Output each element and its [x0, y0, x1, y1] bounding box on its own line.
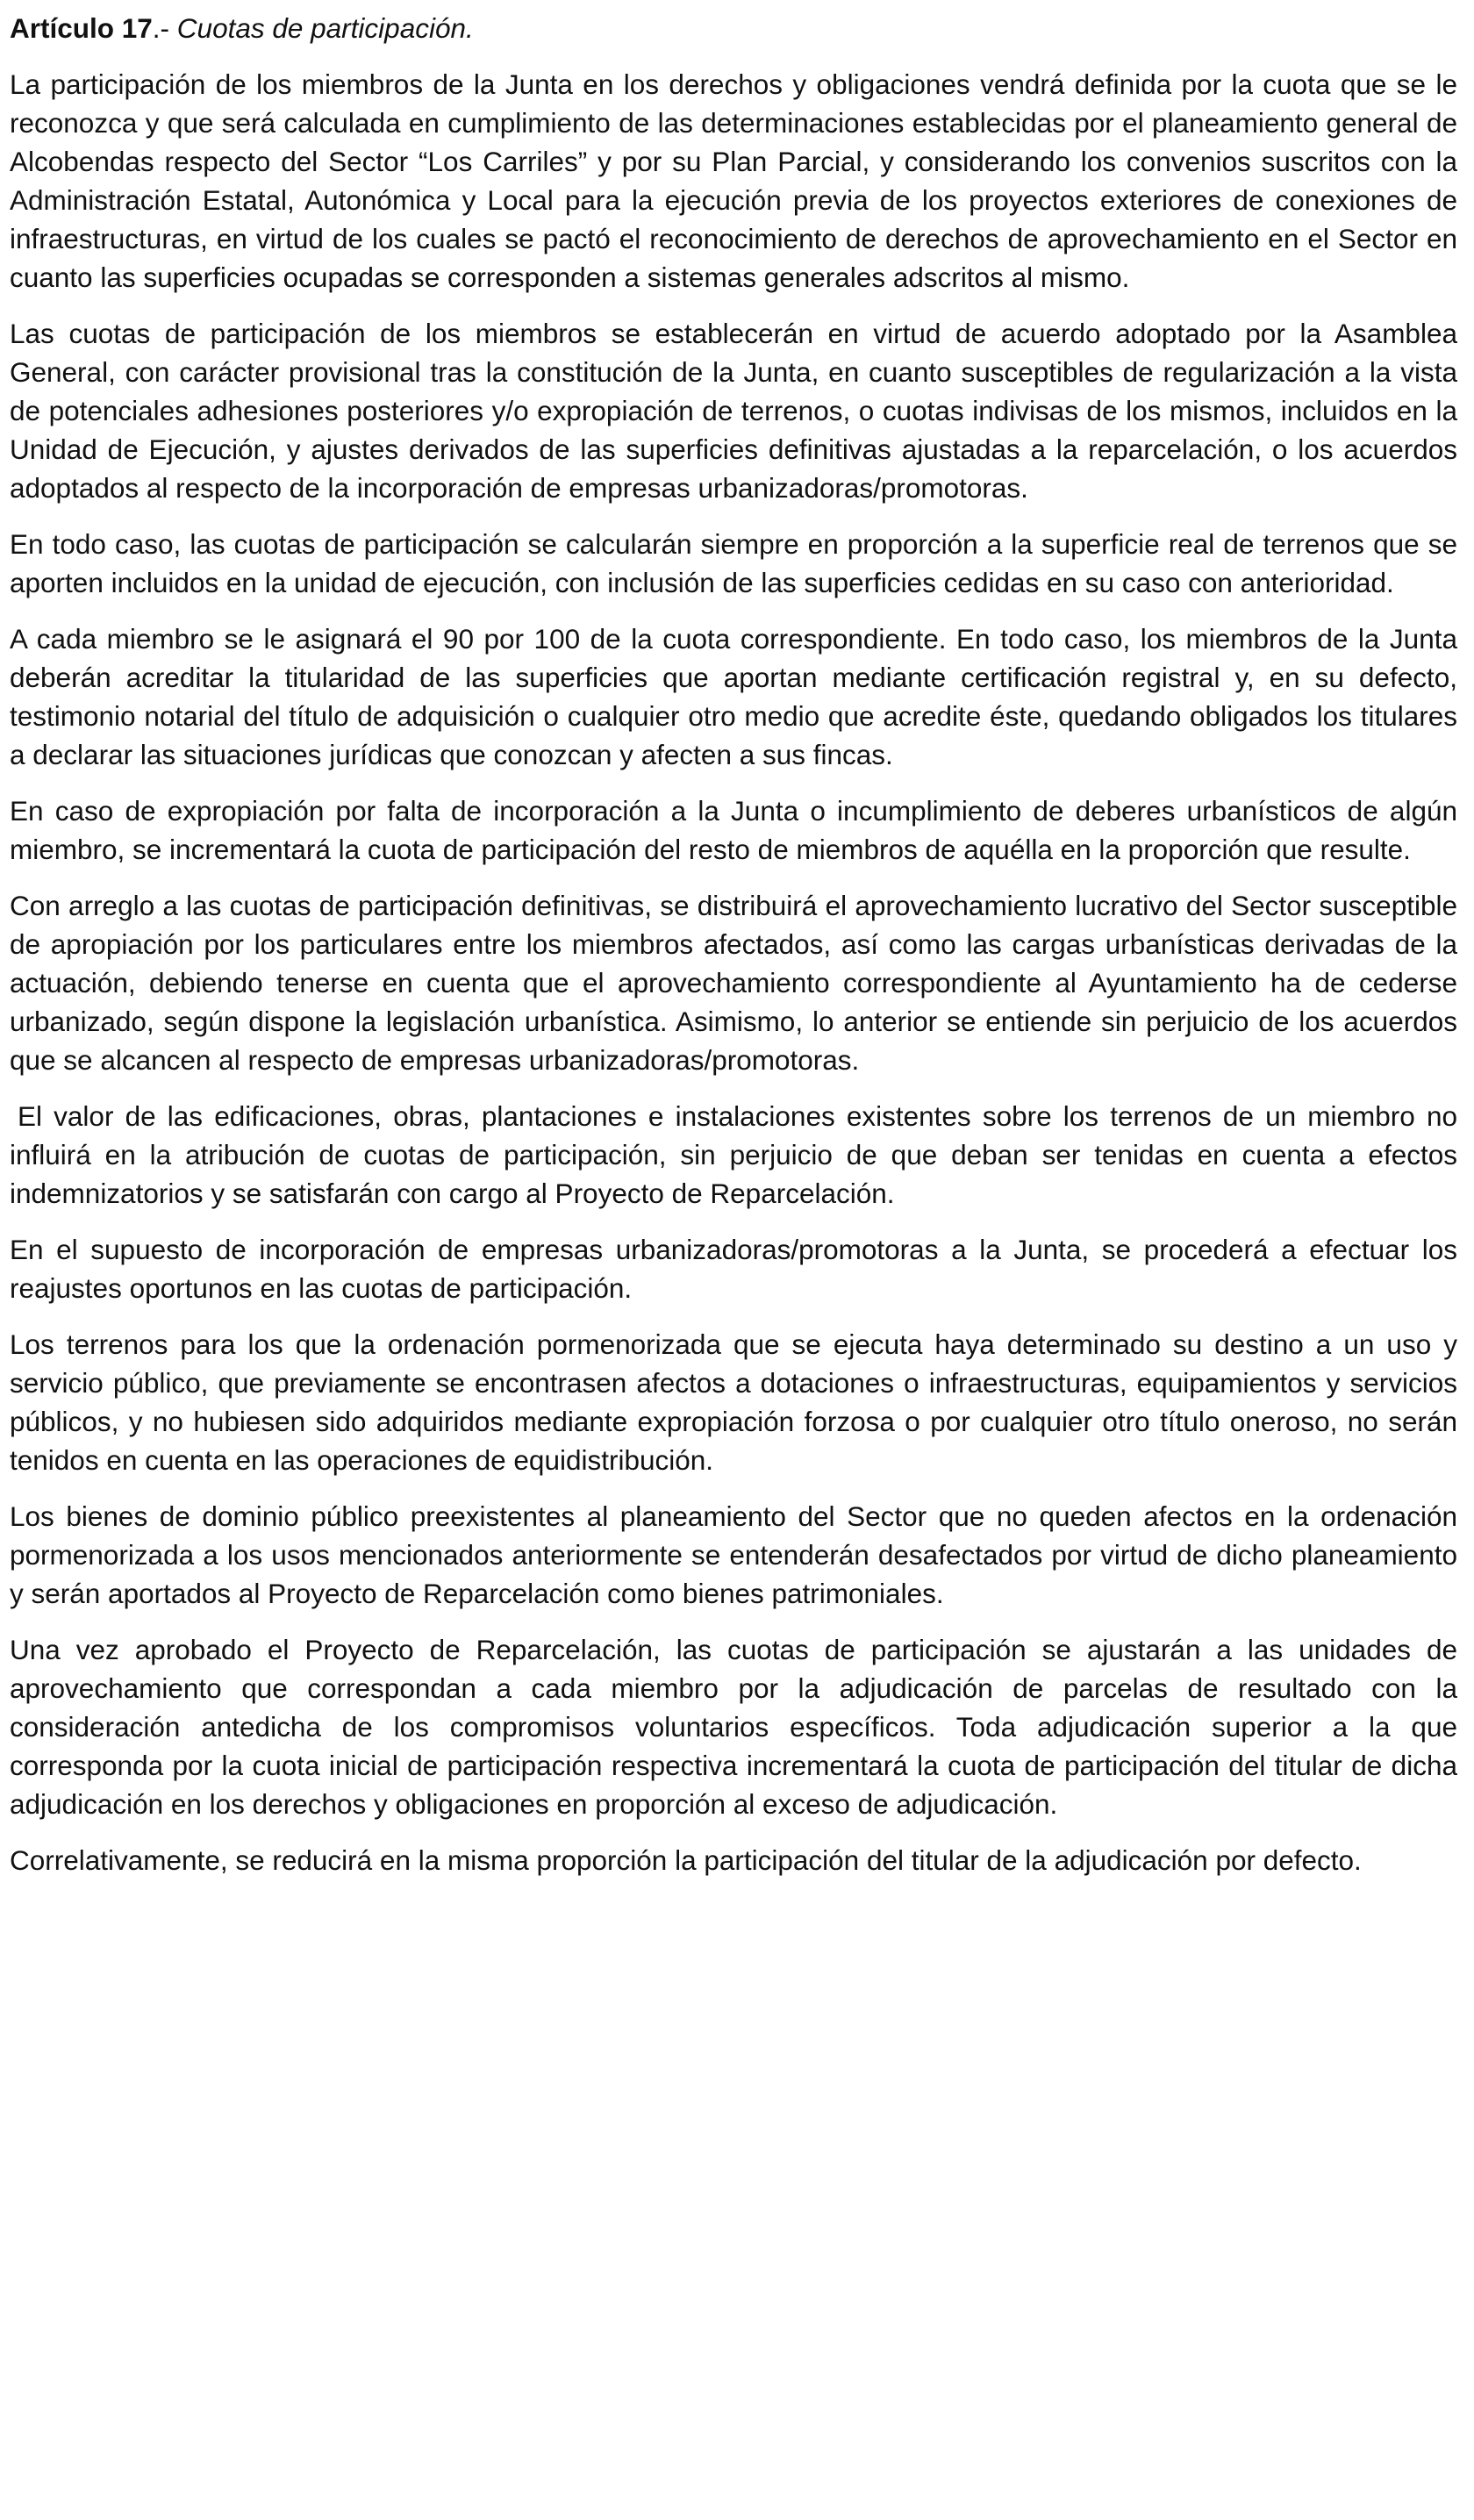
article-heading: [10, 9, 1457, 47]
paragraph-3: En todo caso, las cuotas de participación se calcularán siempre en proporción a la superficie real de terrenos que se aporten incluidos en la unidad de ejecución, con inclusión de las superficies cedidas en su caso con anterioridad.: [10, 528, 1457, 598]
paragraph-12: Correlativamente, se reducirá en la misma proporción la participación del titular de la adjudicación por defecto.: [10, 1844, 1362, 1876]
paragraph-8: En el supuesto de incorporación de empresas urbanizadoras/promotoras a la Junta, se procederá a efectuar los reajustes oportunos en las cuotas de participación.: [10, 1234, 1457, 1304]
paragraph-5: En caso de expropiación por falta de incorporación a la Junta o incumplimiento de deberes urbanísticos de algún miembro, se incrementará la cuota de participación del resto de miembros de aquélla en la proporción que resulte.: [10, 795, 1457, 865]
paragraph-10: Los bienes de dominio público preexistentes al planeamiento del Sector que no queden afectos en la ordenación pormenorizada a los usos mencionados anteriormente se entenderán desafectados por virtud de dicho planeamiento y serán aportados al Proyecto de Reparcelación como bienes patrimoniales.: [10, 1500, 1457, 1609]
paragraph-11: Una vez aprobado el Proyecto de Reparcelación, las cuotas de participación se ajustarán a las unidades de aprovechamiento que correspondan a cada miembro por la adjudicación de parcelas de resultado con la consideración antedicha de los compromisos voluntarios específicos. Toda adjudicación superior a la que corresponda por la cuota inicial de participación respectiva incrementará la cuota de participación del titular de dicha adjudicación en los derechos y obligaciones en proporción al exceso de adjudicación.: [10, 1634, 1457, 1820]
article-label: Artículo 17: [10, 12, 153, 44]
paragraph-2: Las cuotas de participación de los miembros se establecerán en virtud de acuerdo adoptado por la Asamblea General, con carácter provisional tras la constitución de la Junta, en cuanto susceptibles de regularización a la vista de potenciales adhesiones posteriores y/o expropiación de terrenos, o cuotas indivisas de los mismos, incluidos en la Unidad de Ejecución, y ajustes derivados de las superficies definitivas ajustadas a la reparcelación, o los acuerdos adoptados al respecto de la incorporación de empresas urbanizadoras/promotoras.: [10, 318, 1457, 504]
paragraph-6: Con arreglo a las cuotas de participación definitivas, se distribuirá el aprovechamiento lucrativo del Sector susceptible de apropiación por los particulares entre los miembros afectados, así como las cargas urbanísticas derivadas de la actuación, debiendo tenerse en cuenta que el aprovechamiento correspondiente al Ayuntamiento ha de cederse urbanizado, según dispone la legislación urbanística. Asimismo, lo anterior se entiende sin perjuicio de los acuerdos que se alcancen al respecto de empresas urbanizadoras/promotoras.: [10, 890, 1457, 1076]
article-title: Cuotas de participación.: [176, 12, 474, 44]
document-page: [10, 9, 1457, 1897]
paragraph-4: A cada miembro se le asignará el 90 por 100 de la cuota correspondiente. En todo caso, los miembros de la Junta deberán acreditar la titularidad de las superficies que aportan mediante certificación registral y, en su defecto, testimonio notarial del título de adquisición o cualquier otro medio que acredite éste, quedando obligados los titulares a declarar las situaciones jurídicas que conozcan y afecten a sus fincas.: [10, 623, 1457, 770]
article-separator: .-: [152, 12, 177, 44]
paragraph-1: La participación de los miembros de la Junta en los derechos y obligaciones vendrá definida por la cuota que se le reconozca y que será calculada en cumplimiento de las determinaciones establecidas por el planeamiento general de Alcobendas respecto del Sector “Los Carriles” y por su Plan Parcial, y considerando los convenios suscritos con la Administración Estatal, Autonómica y Local para la ejecución previa de los proyectos exteriores de conexiones de infraestructuras, en virtud de los cuales se pactó el reconocimiento de derechos de aprovechamiento en el Sector en cuanto las superficies ocupadas se corresponden a sistemas generales adscritos al mismo.: [10, 68, 1457, 293]
paragraph-7: El valor de las edificaciones, obras, plantaciones e instalaciones existentes sobre los terrenos de un miembro no influirá en la atribución de cuotas de participación, sin perjuicio de que deban ser tenidas en cuenta a efectos indemnizatorios y se satisfarán con cargo al Proyecto de Reparcelación.: [10, 1100, 1457, 1209]
paragraph-9: Los terrenos para los que la ordenación pormenorizada que se ejecuta haya determinado su destino a un uso y servicio público, que previamente se encontrasen afectos a dotaciones o infraestructuras, equipamientos y servicios públicos, y no hubiesen sido adquiridos mediante expropiación forzosa o por cualquier otro título oneroso, no serán tenidos en cuenta en las operaciones de equidistribución.: [10, 1328, 1457, 1476]
